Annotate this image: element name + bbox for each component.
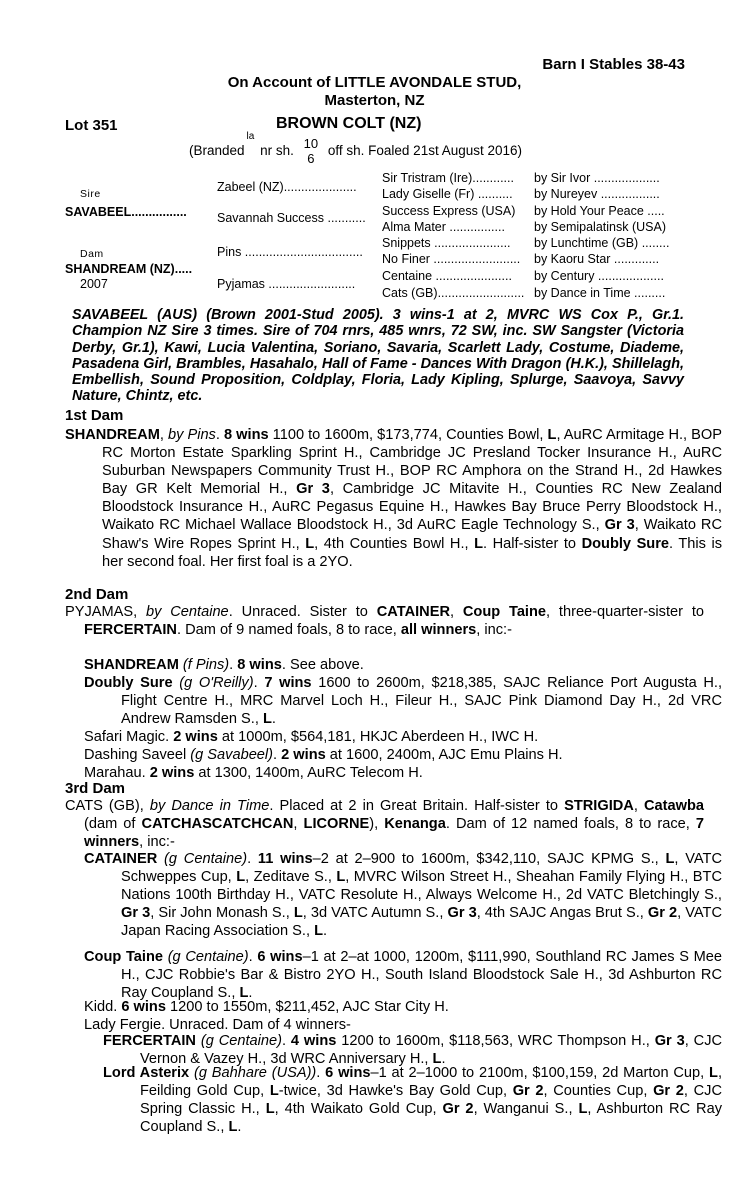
g3-by-7: by Century ................... (534, 269, 664, 283)
sire-dam: Savannah Success ........... (217, 211, 366, 225)
offspring-kidd: Kidd. 6 wins 1200 to 1550m, $211,452, AJC Star City H. (84, 999, 449, 1015)
sire-sire: Zabeel (NZ)..................... (217, 180, 357, 194)
g3-name-8: Cats (GB)......................... (382, 286, 525, 300)
g3-name-6: No Finer ......................... (382, 252, 521, 266)
g3-by-4: by Semipalatinsk (USA) (534, 220, 666, 234)
sire-name: SAVABEEL................ (65, 205, 187, 219)
g3-by-8: by Dance in Time ......... (534, 286, 666, 300)
offspring-safari-magic: Safari Magic. 2 wins at 1000m, $564,181, HKJC Aberdeen H., IWC H. (84, 729, 539, 745)
first-dam-text: SHANDREAM, by Pins. 8 wins 1100 to 1600m, $173,774, Counties Bowl, L, AuRC Armitage H., BOP RC Morton Estate Sparkling Sprint H., Cambridge JC Presland Tocker Insurance H., AuRC Suburban Newspapers Community Trust H., BOP RC Amphora on the Strand H., 2d Hawkes Bay GR Kelt Memorial H., Gr 3, Cambridge JC Mitavite H., Counties RC New Zealand Bloodstock Insurance H., AuRC Pegasus Equine H., Hawkes Bay Bruce Perry Bloodstock H., Waikato RC Michael Wallace Bloodstock H., 3d AuRC Eagle Technology S., Gr 3, Waikato RC Shaw's Wire Ropes Sprint H., L, 4th Counties Bowl H., L. Half-sister to Doubly Sure. This is her second foal. Her first foal is a 2YO. (65, 427, 723, 570)
sire-summary: SAVABEEL (AUS) (Brown 2001-Stud 2005). 3 wins-1 at 2, MVRC WS Cox P., Gr.1. Champion NZ Sire 3 times. Sire of 704 rnrs, 485 wnrs, 72 SW, inc. SW Sangster (Victoria Derby, Gr.1), Kawi, Lucia Valentina, Soriano, Savaria, Scarlett Lady, Costume, Diademe, Pasadena Girl, Brambles, Hasahalo, Hall of Fame - Dances With Dragon (H.K.), Shillelagh, Embellish, Sound Proposition, Coldplay, Floria, Lady Kipling, Splurge, Saavoya, Savvy Nature, Chintz, etc. (72, 307, 684, 405)
offspring-coup-taine: Coup Taine (g Centaine). 6 wins–1 at 2–at 1000, 1200m, $111,990, Southland RC James S Mee H., CJC Robbie's Bar & Bistro 2YO H., South Island Bloodstock Sale H., 3d Ashburton RC Ray Coupland S., L. (84, 949, 723, 1002)
g3-by-3: by Hold Your Peace ..... (534, 204, 665, 218)
dam-dam: Pyjamas ......................... (217, 277, 356, 291)
second-dam-text: PYJAMAS, by Centaine. Unraced. Sister to CATAINER, Coup Taine, three-quarter-sister to FERCERTAIN. Dam of 9 named foals, 8 to race, all winners, inc:- (65, 604, 705, 639)
dam-year: 2007 (80, 277, 108, 291)
location-line: Masterton, NZ (324, 92, 425, 109)
g3-name-4: Alma Mater ................ (382, 220, 505, 234)
grandchild-fercertain: FERCERTAIN (g Centaine). 4 wins 1200 to 1600m, $118,563, WRC Thompson H., Gr 3, CJC Vernon & Vazey H., 3d WRC Anniversary H., L. (103, 1033, 723, 1068)
third-dam-heading: 3rd Dam (65, 780, 126, 797)
g3-name-1: Sir Tristram (Ire)............ (382, 171, 514, 185)
offspring-shandream: SHANDREAM (f Pins). 8 wins. See above. (84, 657, 364, 673)
first-dam-heading: 1st Dam (65, 407, 124, 424)
dam-label: Dam (80, 248, 104, 260)
sire-label: Sire (80, 188, 101, 200)
second-dam-heading: 2nd Dam (65, 586, 129, 603)
offspring-doubly-sure: Doubly Sure (g O'Reilly). 7 wins 1600 to 2600m, $218,385, SAJC Reliance Port Augusta H., Flight Centre H., MRC Marvel Loch H., Fileur H., SAJC Pink Diamond Day H., 2d VRC Andrew Ramsden S., L. (84, 675, 723, 728)
g3-name-5: Snippets ...................... (382, 236, 511, 250)
grandchild-lord-asterix: Lord Asterix (g Bahhare (USA)). 6 wins–1 at 2–1000 to 2100m, $100,159, 2d Marton Cup, L, Feilding Gold Cup, L-twice, 3d Hawke's Bay Gold Cup, Gr 2, Counties Cup, Gr 2, CJC Spring Classic H., L, 4th Waikato Gold Cup, Gr 2, Wanganui S., L, Ashburton RC Ray Coupland S., L. (103, 1065, 723, 1136)
account-line: On Account of LITTLE AVONDALE STUD, (227, 74, 522, 91)
dam-name: SHANDREAM (NZ)..... (65, 262, 193, 276)
offspring-lady-fergie: Lady Fergie. Unraced. Dam of 4 winners- (84, 1017, 351, 1033)
barn-location: Barn I Stables 38-43 (542, 56, 685, 73)
g3-by-5: by Lunchtime (GB) ........ (534, 236, 670, 250)
brand-line: (Brandedla nr sh. 10 6 off sh. Foaled 21st August 2016) (189, 131, 523, 167)
lot-number: Lot 351 (65, 117, 118, 134)
g3-name-3: Success Express (USA) (382, 204, 516, 218)
g3-by-6: by Kaoru Star ............. (534, 252, 660, 266)
offspring-catainer: CATAINER (g Centaine). 11 wins–2 at 2–900 to 1600m, $342,110, SAJC KPMG S., L, VATC Schweppes Cup, L, Zeditave S., L, MVRC Wilson Street H., Sheahan Family Flying H., BTC Nations 100th Birthday H., VATC Resolute H., Always Welcome H., 2d VATC Bletchingly S., Gr 3, Sir John Monash S., L, 3d VATC Autumn S., Gr 3, 4th SAJC Angas Brut S., Gr 2, VATC Japan Racing Association S., L. (84, 851, 723, 940)
g3-by-2: by Nureyev ................. (534, 187, 660, 201)
g3-by-1: by Sir Ivor ................... (534, 171, 660, 185)
g3-name-7: Centaine ...................... (382, 269, 512, 283)
offspring-marahau: Marahau. 2 wins at 1300, 1400m, AuRC Telecom H. (84, 765, 423, 781)
brand-fraction: 10 6 (303, 136, 319, 167)
brand-mark-icon: la (246, 131, 255, 142)
offspring-dashing-saveel: Dashing Saveel (g Savabeel). 2 wins at 1600, 2400m, AJC Emu Plains H. (84, 747, 563, 763)
dam-sire: Pins .................................. (217, 245, 363, 259)
third-dam-text: CATS (GB), by Dance in Time. Placed at 2 in Great Britain. Half-sister to STRIGIDA, Catawba (dam of CATCHASCATCHCAN, LICORNE), Kenanga. Dam of 12 named foals, 8 to race, 7 winners, inc:- (65, 798, 705, 851)
lot-title: BROWN COLT (NZ) (276, 115, 422, 132)
g3-name-2: Lady Giselle (Fr) .......... (382, 187, 513, 201)
